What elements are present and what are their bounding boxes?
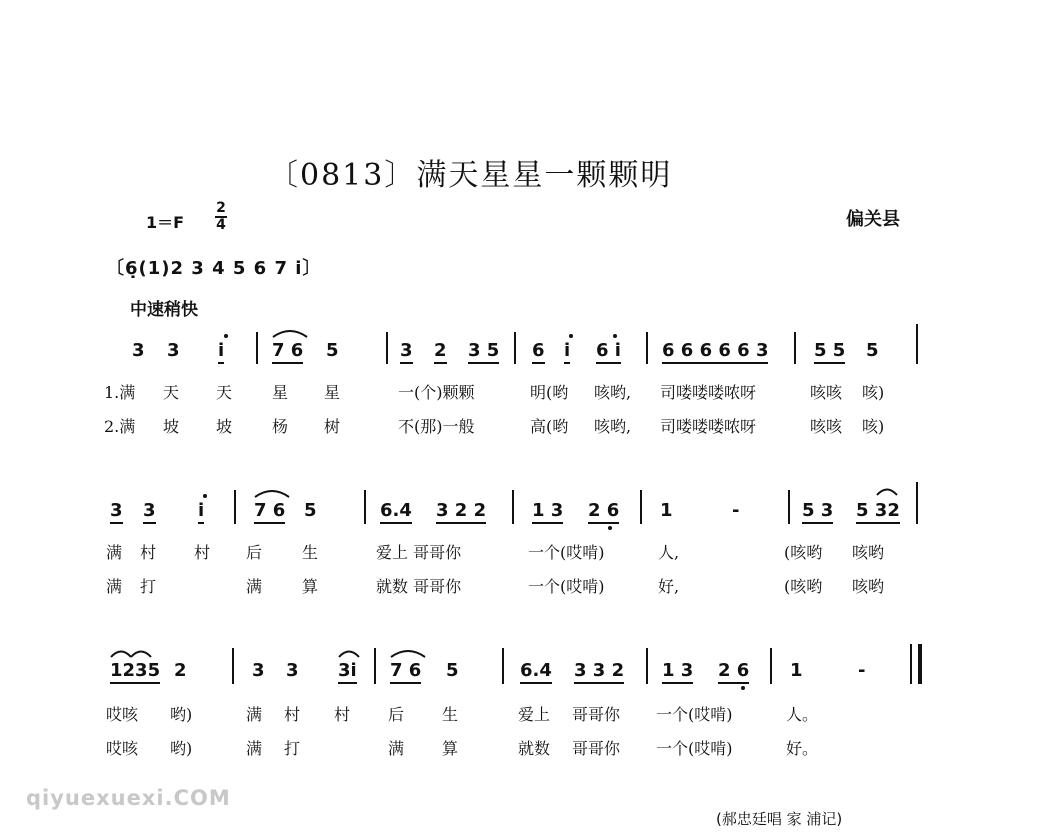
slur-mark: [390, 648, 426, 658]
lyric-word: 哟): [170, 705, 193, 724]
performer-credit: (郝忠廷唱 家 浦记): [716, 810, 843, 828]
lyric-word: 司喽喽喽哝呀: [660, 383, 757, 402]
lyric-word: 爱上 哥哥你: [376, 543, 462, 562]
lyric-word: 就数: [518, 739, 551, 758]
note-cell: 6 i: [596, 340, 621, 364]
lyric-word: 人,: [658, 543, 680, 562]
note-cell: 2: [434, 340, 447, 364]
lyric-word: 算: [302, 577, 319, 596]
lyric-word: 不(那)一般: [398, 417, 475, 436]
lyric-word: 一个(哎啃): [656, 739, 733, 758]
note-cell: 7 6: [390, 660, 421, 684]
note-cell: i: [218, 340, 224, 364]
bar-line: [256, 332, 258, 364]
lyric-word: 咳): [862, 417, 885, 436]
high-octave-dot: [613, 334, 617, 338]
lyric-word: 满: [246, 705, 263, 724]
note-cell: 3: [132, 340, 145, 361]
slur-mark: [876, 486, 898, 496]
time-signature-bottom: 4: [216, 217, 226, 233]
note-cell: 1: [790, 660, 803, 681]
lyric-word: 咳哟: [852, 577, 885, 596]
note-cell: 5 5: [814, 340, 845, 364]
lyric-line-2-verse-2: [0, 574, 1064, 598]
note-cell: 2 6: [588, 500, 619, 524]
lyric-word: 村: [284, 705, 301, 724]
lyric-word: 就数 哥哥你: [376, 577, 462, 596]
lyric-word: 咳咳: [810, 417, 843, 436]
lyric-word: 哟): [170, 739, 193, 758]
bar-line: [386, 332, 388, 364]
note-cell: 1 3: [662, 660, 693, 684]
note-cell: 3 5: [468, 340, 499, 364]
slur-mark: [130, 648, 152, 658]
note-cell: -: [858, 660, 866, 681]
lyric-word: 哎咳: [106, 739, 139, 758]
lyric-line-3-verse-1: [0, 702, 1064, 726]
note-cell: 2 6: [718, 660, 749, 684]
lyric-word: 满: [106, 577, 123, 596]
note-cell: 3i: [338, 660, 357, 684]
lyric-word: 一(个)颗颗: [398, 383, 475, 402]
note-cell: 7 6: [272, 340, 303, 364]
lyric-word: 哥哥你: [572, 705, 621, 724]
lyric-word: 村: [140, 543, 157, 562]
low-octave-dot: [608, 526, 612, 530]
lyric-word: 星: [324, 383, 341, 402]
lyric-word: 好,: [658, 577, 680, 596]
lyric-word: 爱上: [518, 705, 551, 724]
lyric-word: 一个(哎啃): [656, 705, 733, 724]
lyric-word: (咳哟: [784, 543, 823, 562]
lyric-word: 好。: [786, 739, 819, 758]
lyric-word: 一个(哎啃): [528, 577, 605, 596]
note-cell: 3: [167, 340, 180, 361]
note-cell: 3 3 2: [574, 660, 624, 684]
note-cell: 2: [174, 660, 187, 681]
lyric-word: 一个(哎啃): [528, 543, 605, 562]
lyric-word: 满: [106, 543, 123, 562]
time-signature: [214, 201, 228, 233]
lyric-word: 生: [302, 543, 319, 562]
notation-line-3: [0, 660, 1064, 700]
note-cell: 5: [304, 500, 317, 521]
lyric-word: 咳咳: [810, 383, 843, 402]
low-octave-dot: [741, 686, 745, 690]
slur-mark: [272, 328, 308, 338]
note-cell: 1235: [110, 660, 160, 684]
lyric-line-1-verse-2: [0, 414, 1064, 438]
lyric-word: 明(哟: [530, 383, 569, 402]
note-cell: i: [198, 500, 204, 524]
lyric-word: (咳哟: [784, 577, 823, 596]
lyric-word: 司喽喽喽哝呀: [660, 417, 757, 436]
lyric-word: 坡: [163, 417, 180, 436]
high-octave-dot: [224, 334, 228, 338]
note-cell: 1 3: [532, 500, 563, 524]
bar-line: [374, 648, 376, 684]
lyric-word: 满: [246, 577, 263, 596]
song-title: 〔0813〕满天星星一颗颗明: [268, 158, 673, 193]
note-cell: i: [564, 340, 570, 364]
lyric-word: 高(哟: [530, 417, 569, 436]
note-cell: 6.4: [380, 500, 412, 524]
note-cell: 6 6 6 6 6 3: [662, 340, 768, 364]
lyric-word: 满: [388, 739, 405, 758]
note-cell: 6: [532, 340, 545, 364]
site-watermark: qiyuexuexi.COM: [26, 786, 231, 810]
lyric-word: 1.满: [104, 383, 136, 402]
lyric-word: 坡: [216, 417, 233, 436]
lyric-word: 咳): [862, 383, 885, 402]
bar-line: [910, 644, 912, 684]
bar-line: [794, 332, 796, 364]
note-cell: 3 2 2: [436, 500, 486, 524]
note-cell: 3: [143, 500, 156, 524]
scale-notation: 〔6̣(1)2 3 4 5 6 7 i〕: [106, 258, 322, 279]
lyric-word: 咳哟: [852, 543, 885, 562]
lyric-word: 哥哥你: [572, 739, 621, 758]
bar-line: [640, 490, 642, 524]
lyric-line-1-verse-1: [0, 380, 1064, 404]
bar-line: [916, 482, 918, 524]
note-cell: 6.4: [520, 660, 552, 684]
bar-line: [916, 324, 918, 364]
bar-line: [234, 490, 236, 524]
slur-mark: [338, 648, 360, 658]
lyric-word: 2.满: [104, 417, 136, 436]
note-cell: 5 32: [856, 500, 900, 524]
lyric-word: 后: [246, 543, 263, 562]
bar-line: [502, 648, 504, 684]
note-cell: 3: [286, 660, 299, 681]
note-cell: -: [732, 500, 740, 521]
tempo-marking: 中速稍快: [130, 300, 198, 320]
note-cell: 5: [866, 340, 879, 361]
lyric-word: 打: [140, 577, 157, 596]
slur-mark: [110, 648, 132, 658]
time-signature-top: 2: [216, 200, 226, 216]
note-cell: 5: [446, 660, 459, 681]
slur-mark: [254, 488, 290, 498]
high-octave-dot: [203, 494, 207, 498]
lyric-word: 算: [442, 739, 459, 758]
lyric-word: 村: [194, 543, 211, 562]
bar-line: [232, 648, 234, 684]
note-cell: 5: [326, 340, 339, 361]
high-octave-dot: [569, 334, 573, 338]
note-cell: 3: [252, 660, 265, 681]
note-cell: 5 3: [802, 500, 833, 524]
lyric-word: 人。: [786, 705, 819, 724]
bar-line: [514, 332, 516, 364]
bar-line: [646, 648, 648, 684]
key-signature: 1＝F: [146, 213, 185, 232]
lyric-word: 后: [388, 705, 405, 724]
bar-line: [646, 332, 648, 364]
lyric-word: 天: [163, 383, 180, 402]
lyric-word: 星: [272, 383, 289, 402]
bar-line: [512, 490, 514, 524]
lyric-word: 打: [284, 739, 301, 758]
notation-line-1: [0, 340, 1064, 380]
lyric-line-2-verse-1: [0, 540, 1064, 564]
lyric-word: 村: [334, 705, 351, 724]
lyric-word: 生: [442, 705, 459, 724]
note-cell: 7 6: [254, 500, 285, 524]
bar-line: [364, 490, 366, 524]
final-bar-line: [918, 644, 922, 684]
region-label: 偏关县: [846, 209, 900, 230]
note-cell: 3: [110, 500, 123, 524]
lyric-word: 咳哟,: [594, 417, 632, 436]
bar-line: [770, 648, 772, 684]
lyric-word: 哎咳: [106, 705, 139, 724]
lyric-word: 天: [216, 383, 233, 402]
lyric-word: 咳哟,: [594, 383, 632, 402]
lyric-word: 杨: [272, 417, 289, 436]
notation-line-2: [0, 500, 1064, 540]
lyric-word: 树: [324, 417, 341, 436]
note-cell: 3: [400, 340, 413, 364]
lyric-word: 满: [246, 739, 263, 758]
bar-line: [788, 490, 790, 524]
note-cell: 1: [660, 500, 673, 521]
lyric-line-3-verse-2: [0, 736, 1064, 760]
